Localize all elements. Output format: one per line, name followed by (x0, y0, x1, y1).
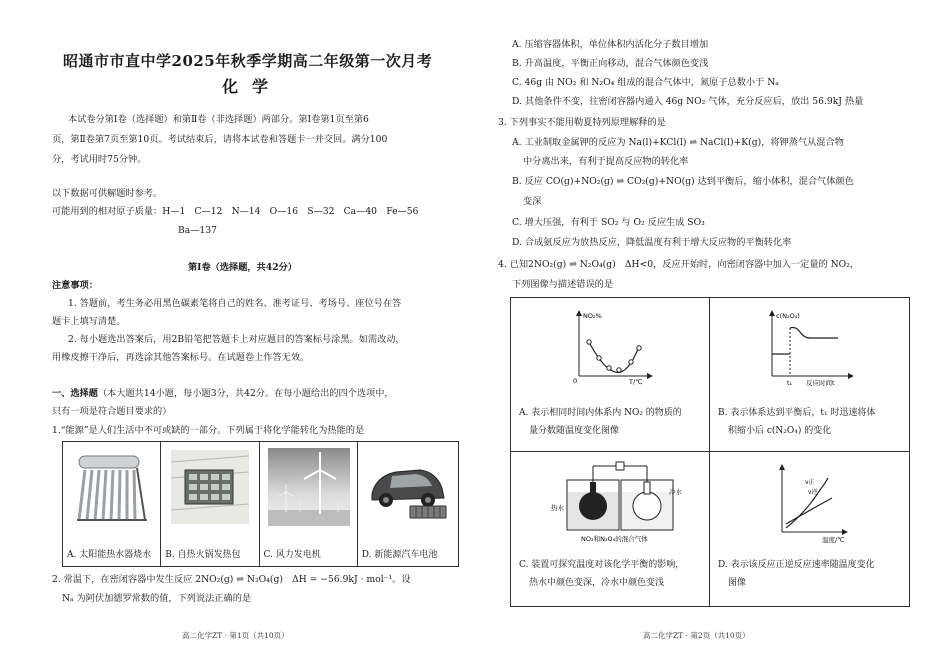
q3-option-b: B. 反应 CO(g)+NO₂(g) ⇌ CO₂(g)+NO(g) 达到平衡后，缩小体积，混合气体颜色 (512, 176, 854, 187)
graph-d-vreverse: v逆 (808, 489, 818, 496)
graph-d-vforward: v正 (805, 479, 815, 486)
atomic-masses: 可能用到的相对原子质量：H—1 C—12 N—14 O—16 S—32 Ca—40 Fe—56 (52, 206, 419, 217)
graph-b (710, 298, 909, 400)
graph-a (511, 298, 710, 400)
q1-caption-d: D. 新能源汽车电池 (361, 550, 438, 560)
q2-option-b: B. 升高温度，平衡正向移动，混合气体颜色变浅 (512, 58, 709, 69)
ev-battery-image (366, 448, 450, 526)
q1-option-d (358, 442, 458, 566)
graph-b-ylabel: c(N₂O₄) (776, 312, 800, 320)
question-1: 1.“能源”是人们生活中不可或缺的一部分。下列属于将化学能转化为热能的是 (52, 425, 365, 436)
data-intro: 以下数据可供解题时参考。 (52, 188, 163, 199)
q1-option-c (260, 442, 358, 566)
notes-title: 注意事项： (52, 280, 98, 291)
q3-option-b-cont: 变深 (523, 196, 542, 207)
q2-option-a: A. 压缩容器体积，单位体积内活化分子数目增加 (512, 39, 709, 50)
q4-caption-d-cont: 图像 (728, 578, 747, 588)
q4-graph-grid (510, 297, 910, 607)
q4-caption-a-cont: 量分数随温度变化图像 (529, 426, 620, 436)
instruction-line: 本试卷分第Ⅰ卷（选择题）和第Ⅱ卷（非选择题）两部分。第Ⅰ卷第1页至第6 (68, 114, 369, 125)
note-line: 用橡皮擦干净后，再选涂其他答案标号。在试题卷上作答无效。 (52, 352, 310, 363)
q4-caption-c: C. 装置可探究温度对该化学平衡的影响， (519, 560, 685, 570)
q3-option-a-cont: 中分离出来，有利于提高反应物的转化率 (523, 156, 689, 167)
q3-option-a: A. 工业制取金属钾的反应为 Na(l)+KCl(l) ⇌ NaCl(l)+K(g)，将钾蒸气从混合物 (512, 137, 844, 148)
apparatus-c (511, 452, 710, 548)
note-line: 题卡上填写清楚。 (52, 316, 126, 327)
exam-title: 昭通市市直中学2025年秋季学期高二年级第一次月考 (63, 52, 433, 70)
q3-option-c: C. 增大压强，有利于 SO₂ 与 O₂ 反应生成 SO₃ (512, 217, 705, 228)
graph-d-xlabel: 温度/℃ (822, 536, 845, 544)
page-2 (475, 0, 950, 654)
subject-title: 化学 (222, 77, 283, 96)
graph-b-xlabel: 反应时间t (806, 379, 835, 387)
wind-turbine-image (268, 448, 349, 526)
graph-b-t1: t₁ (787, 379, 793, 387)
question-4: 4. 已知2NO₂(g) ⇌ N₂O₄(g) ΔH<0，反应开始时，向密闭容器中加入一定量的 NO₂， (498, 259, 860, 270)
question-3: 3. 下列事实不能用勒夏特列原理解释的是 (498, 117, 666, 128)
q2-option-c: C. 46g 由 NO₂ 和 N₂O₄ 组成的混合气体中，氮原子总数小于 Nₐ (512, 77, 779, 88)
q4-caption-b-cont: 积缩小后 c(N₂O₄) 的变化 (728, 426, 832, 436)
mc-header (52, 387, 394, 400)
q1-caption-b: B. 自热火锅发热包 (165, 550, 241, 560)
note-line: 1. 答题前，考生务必用黑色碳素笔将自己的姓名、准考证号、考场号、座位号在答 (68, 298, 402, 309)
q1-caption-a: A. 太阳能热水器烧水 (67, 550, 152, 560)
q4-cell-a (511, 298, 710, 452)
q4-cell-d (710, 452, 909, 606)
solar-heater-image (71, 448, 152, 526)
q4-caption-b: B. 表示体系达到平衡后，t₁ 时迅速将体 (718, 408, 876, 418)
apparatus-gas-label: NO₂和N₂O₄的混合气体 (581, 535, 648, 543)
instruction-line: 页，第Ⅱ卷第7页至第10页。考试结束后，请将本试卷和答题卡一并交回。满分100 (52, 134, 388, 145)
mc-desc-cont: 只有一项是符合题目要求的） (52, 406, 172, 417)
page-footer: 高二化学ZT · 第1页（共10页） (182, 631, 289, 640)
apparatus-cold-label: 冷水 (669, 488, 682, 496)
q4-caption-a: A. 表示相同时间内体系内 NO₂ 的物质的 (519, 408, 682, 418)
page-footer: 高二化学ZT · 第2页（共10页） (643, 631, 750, 640)
apparatus-hot-label: 热水 (551, 504, 564, 512)
graph-a-origin: 0 (573, 377, 578, 385)
q4-caption-d: D. 表示该反应正逆反应速率随温度变化 (718, 560, 875, 570)
q1-option-a (63, 442, 161, 566)
mc-title: 一、选择题 (52, 388, 98, 399)
graph-a-xlabel: T/℃ (629, 378, 643, 386)
q2-option-d: D. 其他条件不变，往密闭容器内通入 46g NO₂ 气体，充分反应后，放出 56.9kJ 热量 (512, 96, 864, 107)
graph-a-ylabel: NO₂% (583, 312, 602, 320)
question-4-cont: 下列图像与描述错误的是 (512, 279, 614, 290)
q4-cell-b (710, 298, 909, 452)
note-line: 2. 每小题选出答案后，用2B铅笔把答题卡上对应题目的答案标号涂黑。如需改动， (68, 334, 405, 345)
section-header: 第Ⅰ卷（选择题，共42分） (188, 262, 297, 273)
q4-cell-c (511, 452, 710, 606)
atomic-masses-cont: Ba—137 (178, 225, 217, 236)
mc-desc: （本大题共14小题，每小题3分，共42分。在每小题给出的四个选项中， (97, 388, 394, 399)
q1-option-b (161, 442, 259, 566)
self-heating-pack-image (169, 448, 250, 526)
instruction-line: 分，考试用时75分钟。 (52, 154, 147, 165)
q1-image-table (62, 441, 459, 567)
graph-d (710, 452, 909, 548)
question-2-cont: Nₐ 为阿伏加德罗常数的值，下列说法正确的是 (62, 593, 252, 604)
question-2: 2. 常温下，在密闭容器中发生反应 2NO₂(g) ⇌ N₂O₄(g) ΔH = −56.9kJ · mol⁻¹。设 (52, 574, 411, 585)
q4-caption-c-cont: 热水中颜色变深，冷水中颜色变浅 (529, 578, 665, 588)
q1-caption-c: C. 风力发电机 (263, 550, 321, 560)
q3-option-d: D. 合成氨反应为放热反应，降低温度有利于增大反应物的平衡转化率 (512, 237, 792, 248)
